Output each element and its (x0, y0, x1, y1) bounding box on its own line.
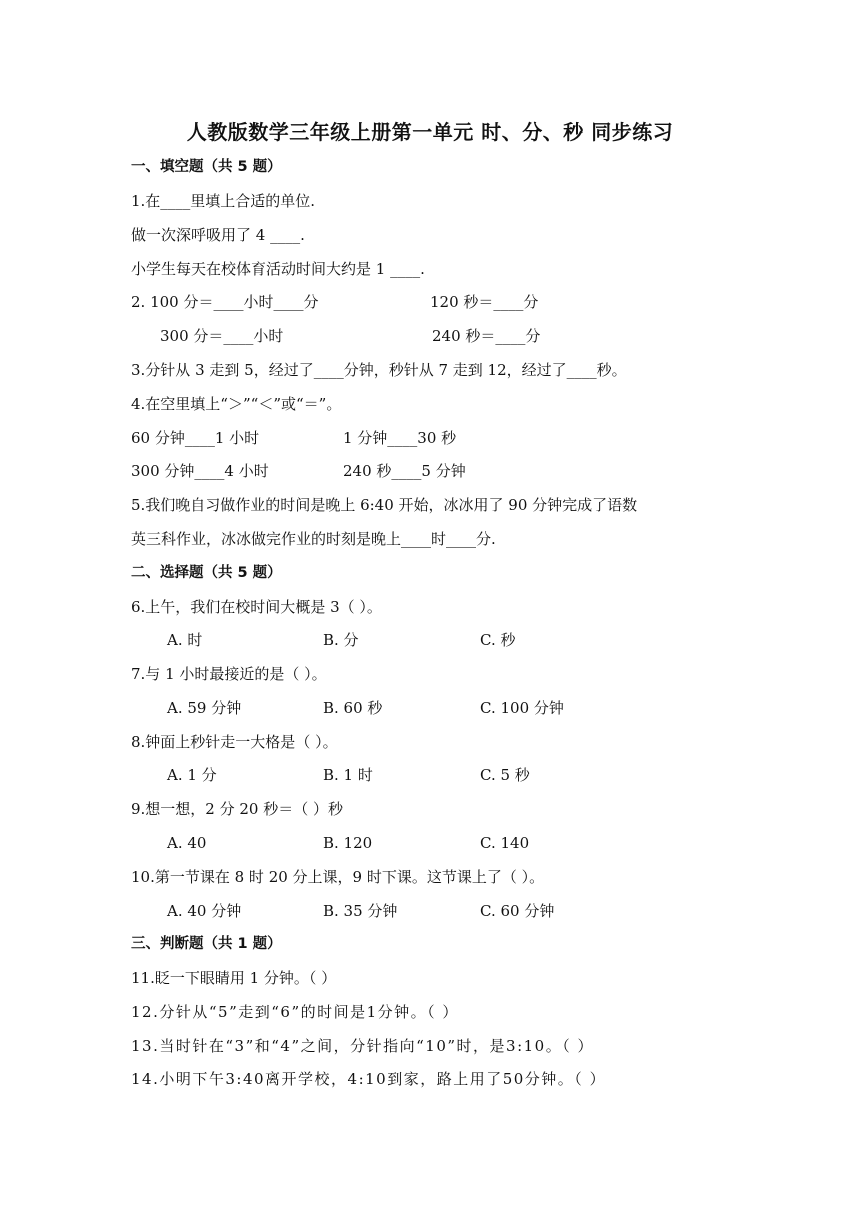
q9-option-c: C. 140 (480, 834, 530, 852)
q1-part-b: 小学生每天在校体育活动时间大约是 1 ____. (131, 260, 425, 278)
q4-row2-col1: 300 分钟____4 小时 (131, 462, 269, 480)
q6-option-c: C. 秒 (480, 631, 516, 649)
q4-row2-col2: 240 秒____5 分钟 (343, 462, 466, 480)
q10-option-a: A. 40 分钟 (167, 902, 242, 920)
q4-row1-col2: 1 分钟____30 秒 (343, 429, 457, 447)
q9-stem: 9.想一想，2 分 20 秒＝（ ）秒 (131, 800, 344, 818)
q6-option-a: A. 时 (167, 631, 203, 649)
q6-stem: 6.上午，我们在校时间大概是 3（ ）。 (131, 598, 382, 616)
q8-option-b: B. 1 时 (323, 766, 373, 784)
section-fill-in: 一、填空题（共 5 题） (131, 159, 282, 175)
q9-option-a: A. 40 (167, 834, 207, 852)
q13-text: 13.当时针在“3”和“4”之间，分针指向“10”时，是3:10。（ ） (131, 1037, 594, 1055)
q5-line2: 英三科作业，冰冰做完作业的时刻是晚上____时____分. (131, 530, 496, 548)
q6-option-b: B. 分 (323, 631, 359, 649)
q10-stem: 10.第一节课在 8 时 20 分上课，9 时下课。这节课上了（ ）。 (131, 868, 545, 886)
q14-text: 14.小明下午3:40离开学校，4:10到家，路上用了50分钟。（ ） (131, 1070, 607, 1088)
q10-option-c: C. 60 分钟 (480, 902, 555, 920)
q10-option-b: B. 35 分钟 (323, 902, 398, 920)
q11-text: 11.眨一下眼睛用 1 分钟。（ ） (131, 969, 337, 987)
q2-row1-col1: 2. 100 分＝____小时____分 (131, 293, 319, 311)
q12-text: 12.分针从“5”走到“6”的时间是1分钟。（ ） (131, 1003, 459, 1021)
page-title: 人教版数学三年级上册第一单元 时、分、秒 同步练习 (186, 120, 674, 144)
q7-option-c: C. 100 分钟 (480, 699, 564, 717)
q1-stem: 1.在____里填上合适的单位. (131, 192, 316, 210)
q2-row2-col1: 300 分＝____小时 (160, 327, 284, 345)
q8-option-c: C. 5 秒 (480, 766, 530, 784)
q7-stem: 7.与 1 小时最接近的是（ ）。 (131, 665, 327, 683)
q1-part-a: 做一次深呼吸用了 4 ____. (131, 226, 305, 244)
q3-text: 3.分针从 3 走到 5，经过了____分钟，秒针从 7 走到 12，经过了____秒。 (131, 361, 627, 379)
q4-stem: 4.在空里填上“＞”“＜”或“＝”。 (131, 395, 342, 413)
q8-option-a: A. 1 分 (167, 766, 217, 784)
q8-stem: 8.钟面上秒针走一大格是（ ）。 (131, 733, 338, 751)
section-judge: 三、判断题（共 1 题） (131, 936, 282, 952)
q2-row2-col2: 240 秒＝____分 (432, 327, 541, 345)
q7-option-b: B. 60 秒 (323, 699, 383, 717)
section-choice: 二、选择题（共 5 题） (131, 565, 282, 581)
q7-option-a: A. 59 分钟 (167, 699, 242, 717)
q2-row1-col2: 120 秒＝____分 (430, 293, 539, 311)
q9-option-b: B. 120 (323, 834, 373, 852)
q5-line1: 5.我们晚自习做作业的时间是晚上 6:40 开始，冰冰用了 90 分钟完成了语数 (131, 496, 638, 514)
q4-row1-col1: 60 分钟____1 小时 (131, 429, 260, 447)
